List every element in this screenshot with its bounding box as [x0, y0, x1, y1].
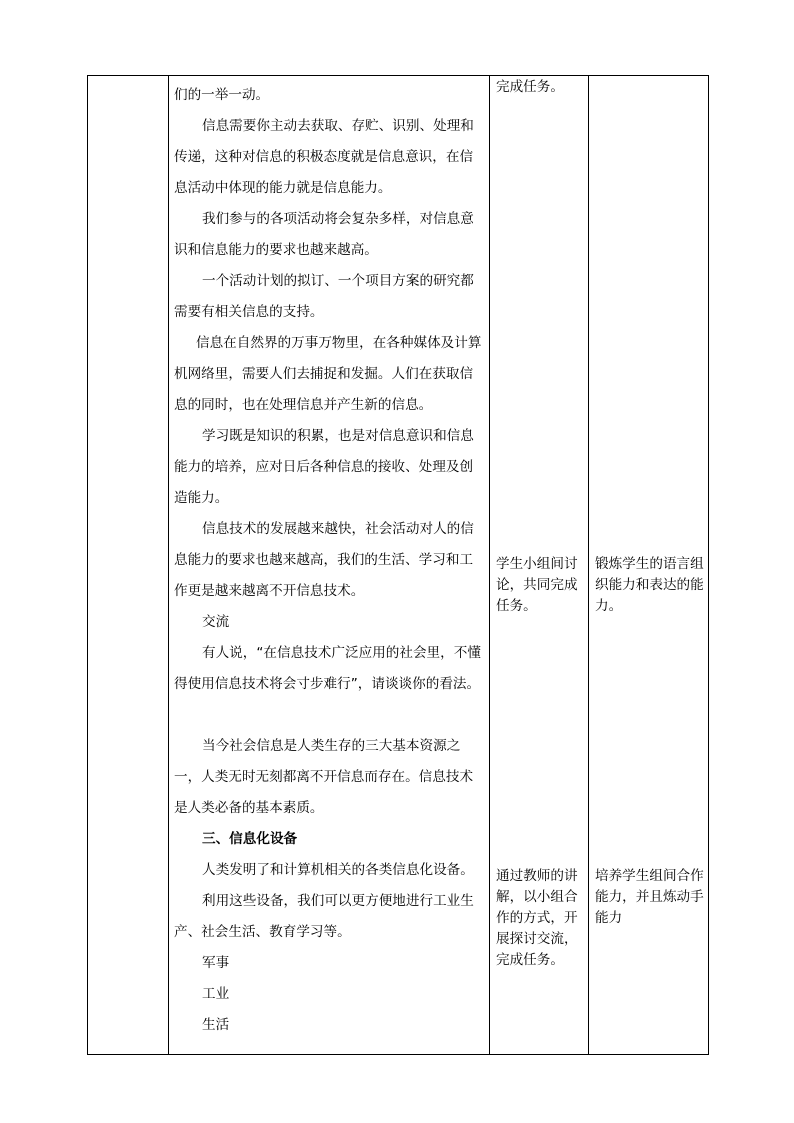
student-activity-cell [490, 76, 589, 1055]
list-item: 军事 [202, 955, 230, 971]
content-paragraph: 一个活动计划的拟订、一个项目方案的研究都需要有相关信息的支持。 [174, 273, 474, 320]
intent-note: 锻炼学生的语言组织能力和表达的能力。 [595, 556, 704, 614]
stage-cell [88, 76, 169, 1055]
design-intent-cell [589, 76, 709, 1055]
content-paragraph: 利用这些设备，我们可以更方便地进行工业生产、社会生活、教育学习等。 [174, 893, 474, 940]
list-item: 生活 [202, 1017, 230, 1033]
content-paragraph: 有人说，“在信息技术广泛应用的社会里，不懂得使用信息技术将会寸步难行”，请谈谈你的看法。 [174, 645, 481, 692]
table-row [88, 76, 709, 1055]
content-paragraph: 信息技术的发展越来越快，社会活动对人的信息能力的要求也越来越高，我们的生活、学习和工作更是越来越离不开信息技术。 [174, 521, 474, 599]
activity-note: 学生小组间讨论，共同完成任务。 [496, 556, 578, 614]
content-paragraph: 我们参与的各项活动将会复杂多样，对信息意识和信息能力的要求也越来越高。 [174, 211, 474, 258]
activity-note: 通过教师的讲解，以小组合作的方式，开展探讨交流，完成任务。 [496, 868, 578, 968]
content-paragraph: 当今社会信息是人类生存的三大基本资源之一，人类无时无刻都离不开信息而存在。信息技术是人类必备的基本素质。 [174, 738, 474, 816]
content-paragraph: 们的一举一动。 [174, 87, 270, 103]
teaching-content-cell [169, 76, 490, 1055]
list-item: 工业 [202, 986, 230, 1002]
content-paragraph: 学习既是知识的积累，也是对信息意识和信息能力的培养，应对日后各种信息的接收、处理及创造能力。 [174, 428, 474, 506]
lesson-plan-table [87, 75, 709, 1055]
exchange-label: 交流 [202, 614, 230, 630]
activity-note: 完成任务。 [496, 79, 564, 95]
content-paragraph: 信息需要你主动去获取、存贮、识别、处理和传递，这种对信息的积极态度就是信息意识，在信息活动中体现的能力就是信息能力。 [174, 118, 474, 196]
intent-note: 培养学生组间合作能力，并且炼动手能力 [595, 868, 704, 926]
content-paragraph: 信息在自然界的万事万物里，在各种媒体及计算机网络里，需要人们去捕捉和发掘。人们在获取信息的同时，也在处理信息并产生新的信息。 [174, 335, 482, 413]
content-paragraph: 人类发明了和计算机相关的各类信息化设备。 [202, 862, 474, 878]
section-heading: 三、信息化设备 [202, 831, 298, 847]
